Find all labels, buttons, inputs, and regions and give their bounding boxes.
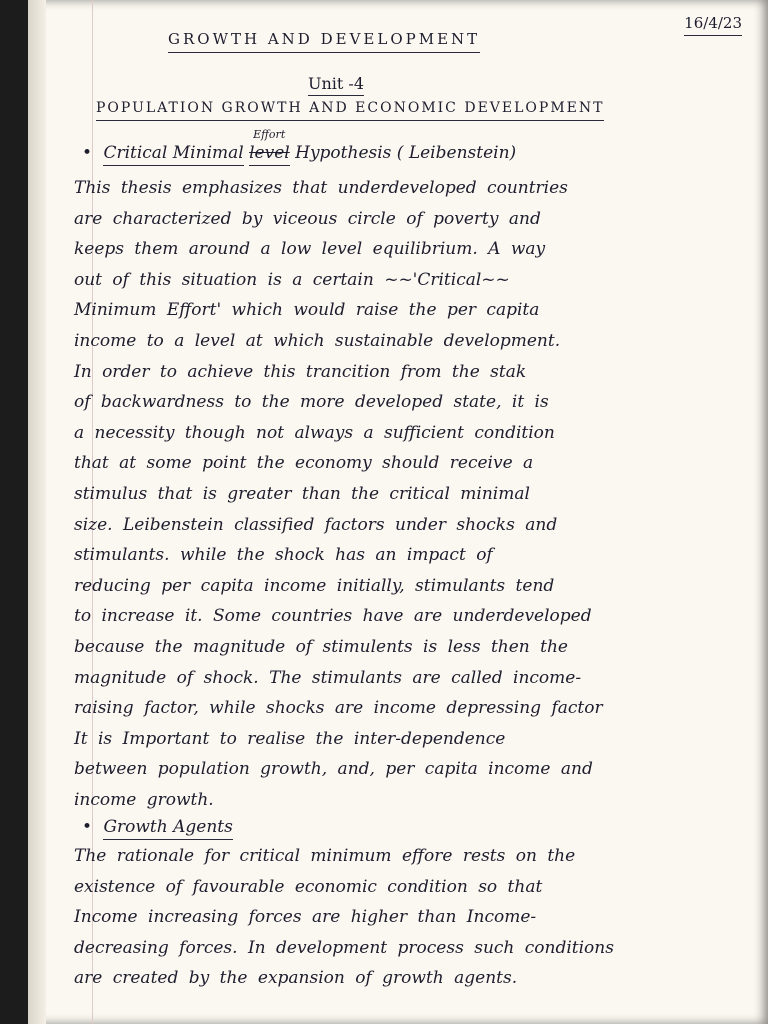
text-line: are characterized by viceous circle of poverty and — [74, 208, 541, 229]
text-line: stimulus that is greater than the critical minimal — [74, 484, 530, 504]
text-line: The rationale for critical minimum effore rests on the — [74, 846, 576, 866]
page-date: 16/4/23 — [684, 14, 742, 36]
heading-text-start: Critical Minimal — [103, 143, 243, 166]
text-line: Income increasing forces are higher than Income- — [74, 907, 537, 927]
page-title: GROWTH AND DEVELOPMENT — [168, 30, 480, 53]
text-line: This thesis emphasizes that underdeveloped countries — [74, 178, 568, 198]
bullet-icon: • — [82, 143, 93, 163]
text-line: a necessity though not always a sufficient condition — [74, 422, 555, 443]
text-line: to increase it. Some countries have are underdeveloped — [74, 606, 592, 627]
heading-text-end: Hypothesis ( Leibenstein) — [295, 143, 517, 163]
text-line: raising factor, while shocks are income depressing factor — [74, 698, 603, 719]
text-line: stimulants. while the shock has an impact of — [74, 545, 493, 566]
text-line: income to a level at which sustainable development. — [74, 331, 561, 351]
text-line: It is Important to realise the inter-dependence — [74, 728, 506, 749]
notebook-page — [28, 0, 768, 1024]
inserted-word: Effort — [253, 128, 286, 141]
text-line: between population growth, and, per capita income and — [74, 759, 593, 780]
text-line: magnitude of shock. The stimulants are called income- — [74, 667, 582, 688]
section-heading-growth-agents — [82, 816, 233, 838]
section-heading-critical-minimal-effort — [82, 128, 517, 164]
bullet-icon: • — [82, 817, 93, 837]
growth-agents-heading: Growth Agents — [103, 817, 232, 840]
heading-correction — [249, 128, 290, 164]
text-line: In order to achieve this trancition from the stak — [74, 361, 527, 382]
text-line: out of this situation is a certain ~~'Critical~~ — [74, 269, 510, 290]
text-line: because the magnitude of stimulents is less then the — [74, 637, 568, 657]
text-line: reducing per capita income initially, stimulants tend — [74, 575, 555, 596]
struck-word: level — [249, 143, 290, 166]
text-line: of backwardness to the more developed state, it is — [74, 392, 549, 413]
text-line: are created by the expansion of growth agents. — [74, 968, 518, 988]
text-line: existence of favourable economic condition so that — [74, 876, 543, 897]
text-line: keeps them around a low level equilibrium. A way — [74, 239, 546, 260]
text-line: Minimum Effort' which would raise the per capita — [74, 300, 540, 321]
chapter-title: POPULATION GROWTH AND ECONOMIC DEVELOPMENT — [96, 100, 604, 121]
text-line: that at some point the economy should receive a — [74, 453, 534, 474]
handwritten-notes — [28, 0, 768, 1024]
text-line: decreasing forces. In development process such conditions — [74, 937, 614, 958]
text-line: size. Leibenstein classified factors under shocks and — [74, 514, 558, 535]
unit-label: Unit -4 — [308, 74, 364, 96]
text-line: income growth. — [74, 790, 214, 810]
